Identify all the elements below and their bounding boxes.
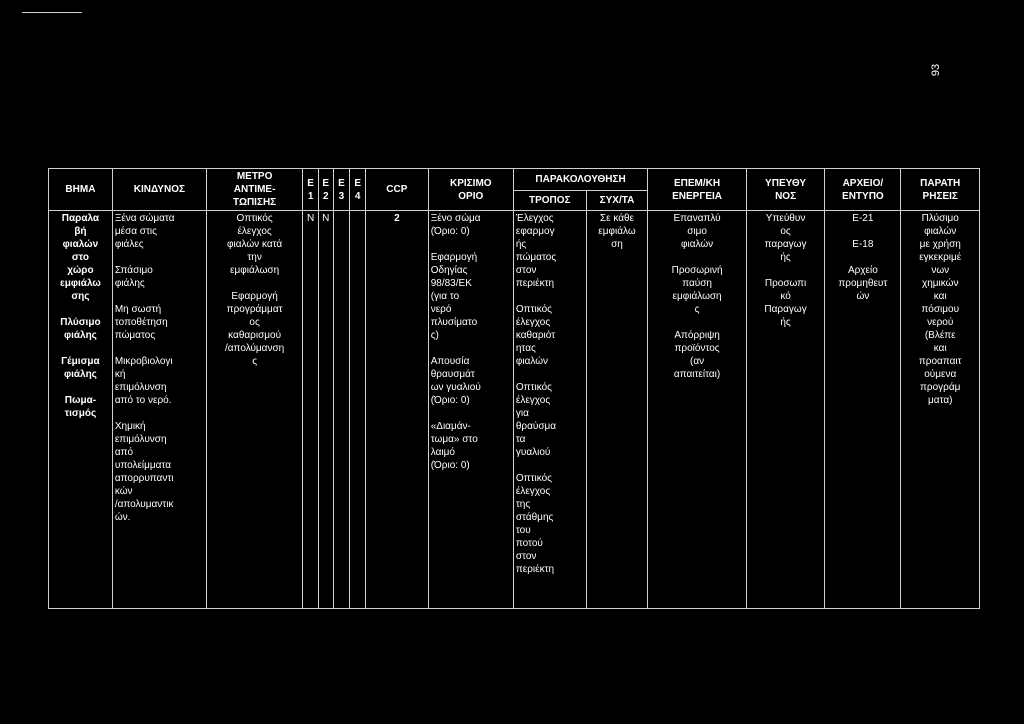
header-record: ΑΡΧΕΙΟ/ ΕΝΤΥΠΟ bbox=[825, 169, 901, 211]
header-corrective-action: ΕΠΕΜ/ΚΗ ΕΝΕΡΓΕΙΑ bbox=[648, 169, 747, 211]
header-method: ΤΡΟΠΟΣ bbox=[513, 191, 586, 211]
header-responsible: ΥΠΕΥΘΥ ΝΟΣ bbox=[746, 169, 824, 211]
page-number: 93 bbox=[930, 63, 942, 77]
cell-critical-limit: Ξένο σώμα (Όριο: 0) Εφαρμογή Οδηγίας 98/83/ΕΚ (για το νερό πλυσίματο ς) Απουσία θραυσμάτ ων γυαλιού (Όριο: 0) «Διαμάν- τωμα» στο λαιμό (Όριο: 0) bbox=[428, 211, 513, 609]
header-step: ΒΗΜΑ bbox=[49, 169, 113, 211]
header-hazard: ΚΙΝΔΥΝΟΣ bbox=[112, 169, 206, 211]
header-measure: ΜΕΤΡΟ ΑΝΤΙΜΕ- ΤΩΠΙΣΗΣ bbox=[206, 169, 302, 211]
header-frequency: ΣΥΧ/ΤΑ bbox=[586, 191, 648, 211]
header-e2: Ε 2 bbox=[318, 169, 333, 211]
cell-corrective-action: Επαναπλύ σιμο φιαλών Προσωρινή παύση εμφιάλωση ς Απόρριψη προϊόντος (αν απαιτείται) bbox=[648, 211, 747, 609]
cell-frequency: Σε κάθε εμφιάλω ση bbox=[586, 211, 648, 609]
cell-e1: N bbox=[303, 211, 319, 609]
cell-method: Έλεγχος εφαρμογ ής πώματος στον περιέκτη Οπτικός έλεγχος καθαριότ ητας φιαλών Οπτικός έλεγχος για θραύσμα τα γυαλιού Οπτικός έλεγχος της στάθμης του ποτού στον περιέκτη bbox=[513, 211, 586, 609]
header-e4: Ε 4 bbox=[350, 169, 366, 211]
cell-measure: Οπτικός έλεγχος φιαλών κατά την εμφιάλωση Εφαρμογή προγράμματ ος καθαρισμού /απολύμανση ς bbox=[206, 211, 302, 609]
cell-hazard: Ξένα σώματα μέσα στις φιάλες Σπάσιμο φιάλης Μη σωστή τοποθέτηση πώματος Μικροβιολογι κή επιμόλυνση από το νερό. Χημική επιμόλυνση από υπολείμματα απορρυπαντι κών /απολυμαντικ ών. bbox=[112, 211, 206, 609]
header-monitoring: ΠΑΡΑΚΟΛΟΥΘΗΣΗ bbox=[513, 169, 647, 191]
cell-step: Παραλα βή φιαλών στο χώρο εμφιάλω σης Πλύσιμο φιάλης Γέμισμα φιάλης Πωμα- τισμός bbox=[49, 211, 113, 609]
cell-responsible: Υπεύθυν ος παραγωγ ής Προσωπι κό Παραγωγ ής bbox=[746, 211, 824, 609]
cell-record: Ε-21 Ε-18 Αρχείο προμηθευτ ών bbox=[825, 211, 901, 609]
cell-e3 bbox=[333, 211, 350, 609]
header-e1: Ε 1 bbox=[303, 169, 319, 211]
header-critical-limit: ΚΡΙΣΙΜΟ ΟΡΙΟ bbox=[428, 169, 513, 211]
cell-e2: N bbox=[318, 211, 333, 609]
header-remarks: ΠΑΡΑΤΗ ΡΗΣΕΙΣ bbox=[901, 169, 980, 211]
cell-e4 bbox=[350, 211, 366, 609]
header-e3: Ε 3 bbox=[333, 169, 350, 211]
cell-remarks: Πλύσιμο φιαλών με χρήση εγκεκριμέ νων χημικών και πόσιμου νερού (Βλέπε και προαπαιτ ούμενα προγράμ ματα) bbox=[901, 211, 980, 609]
header-ccp: CCP bbox=[365, 169, 428, 211]
haccp-table bbox=[48, 168, 980, 609]
cell-ccp: 2 bbox=[365, 211, 428, 609]
top-rule-line bbox=[22, 12, 82, 13]
